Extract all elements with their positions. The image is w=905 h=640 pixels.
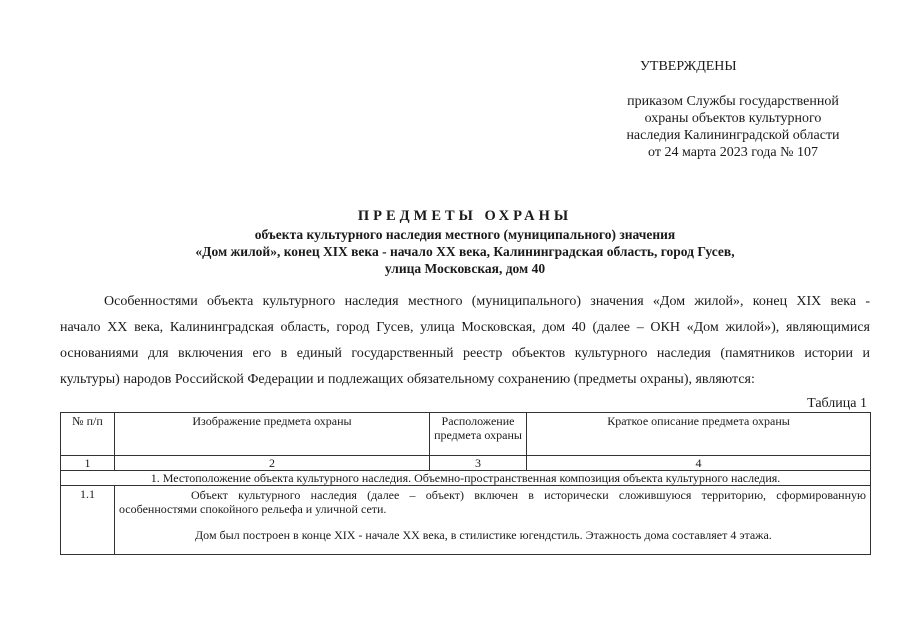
section-row: [61, 471, 871, 486]
description-paragraph: Дом был построен в конце XIX - начале XX века, в стилистике югендстиль. Этажность дома составляет 4 этажа.: [195, 528, 772, 542]
intro-line: Особенностями объекта культурного наследия местного (муниципального) значения «Дом жилой», конец XIX века -: [104, 294, 870, 309]
protection-subjects-table: [60, 412, 871, 555]
row-description: [115, 486, 871, 555]
table-header-row: [61, 413, 871, 456]
column-number: 3: [430, 456, 527, 471]
order-line: охраны объектов культурного: [644, 111, 822, 126]
row-number: 1.1: [61, 486, 115, 555]
column-header-image: Изображение предмета охраны: [115, 413, 430, 456]
approval-order: [588, 93, 878, 161]
approval-heading: УТВЕРЖДЕНЫ: [640, 59, 737, 74]
intro-line: культуры) народов Российской Федерации и подлежащих обязательному сохранению (предметы охраны), являются:: [60, 372, 755, 387]
column-number: 1: [61, 456, 115, 471]
table-caption: Таблица 1: [807, 396, 867, 411]
order-line: наследия Калининградской области: [626, 128, 840, 143]
order-line: от 24 марта 2023 года № 107: [648, 145, 818, 160]
table-row: [61, 486, 871, 555]
description-paragraph: Объект культурного наследия (далее – объект) включен в исторически сложившуюся территорию, сформированную особенностями спокойного рельефа и уличной сети.: [119, 488, 866, 516]
intro-line: начало XX века, Калининградская область, город Гусев, улица Московская, дом 40 (далее – ОКН «Дом жилой»), являющимися: [60, 320, 870, 335]
document-subtitle-line: «Дом жилой», конец XIX века - начало XX века, Калининградская область, город Гусев,: [195, 244, 735, 259]
intro-paragraph: [60, 289, 870, 393]
section-title: 1. Местоположение объекта культурного наследия. Объемно-пространственная композиция объекта культурного наследия.: [61, 471, 871, 486]
intro-line: основаниями для включения его в единый государственный реестр объектов культурного наследия (памятников истории и: [60, 346, 870, 361]
column-header-description: Краткое описание предмета охраны: [527, 413, 871, 456]
column-header-number: № п/п: [61, 413, 115, 456]
column-number: 4: [527, 456, 871, 471]
column-numbers-row: [61, 456, 871, 471]
column-number: 2: [115, 456, 430, 471]
document-subtitle-line: улица Московская, дом 40: [384, 261, 546, 276]
document-title: ПРЕДМЕТЫ ОХРАНЫ: [357, 208, 573, 224]
column-header-location: Расположение предмета охраны: [430, 413, 527, 456]
order-line: приказом Службы государственной: [627, 94, 839, 109]
document-subtitle-line: объекта культурного наследия местного (муниципального) значения: [254, 227, 676, 242]
